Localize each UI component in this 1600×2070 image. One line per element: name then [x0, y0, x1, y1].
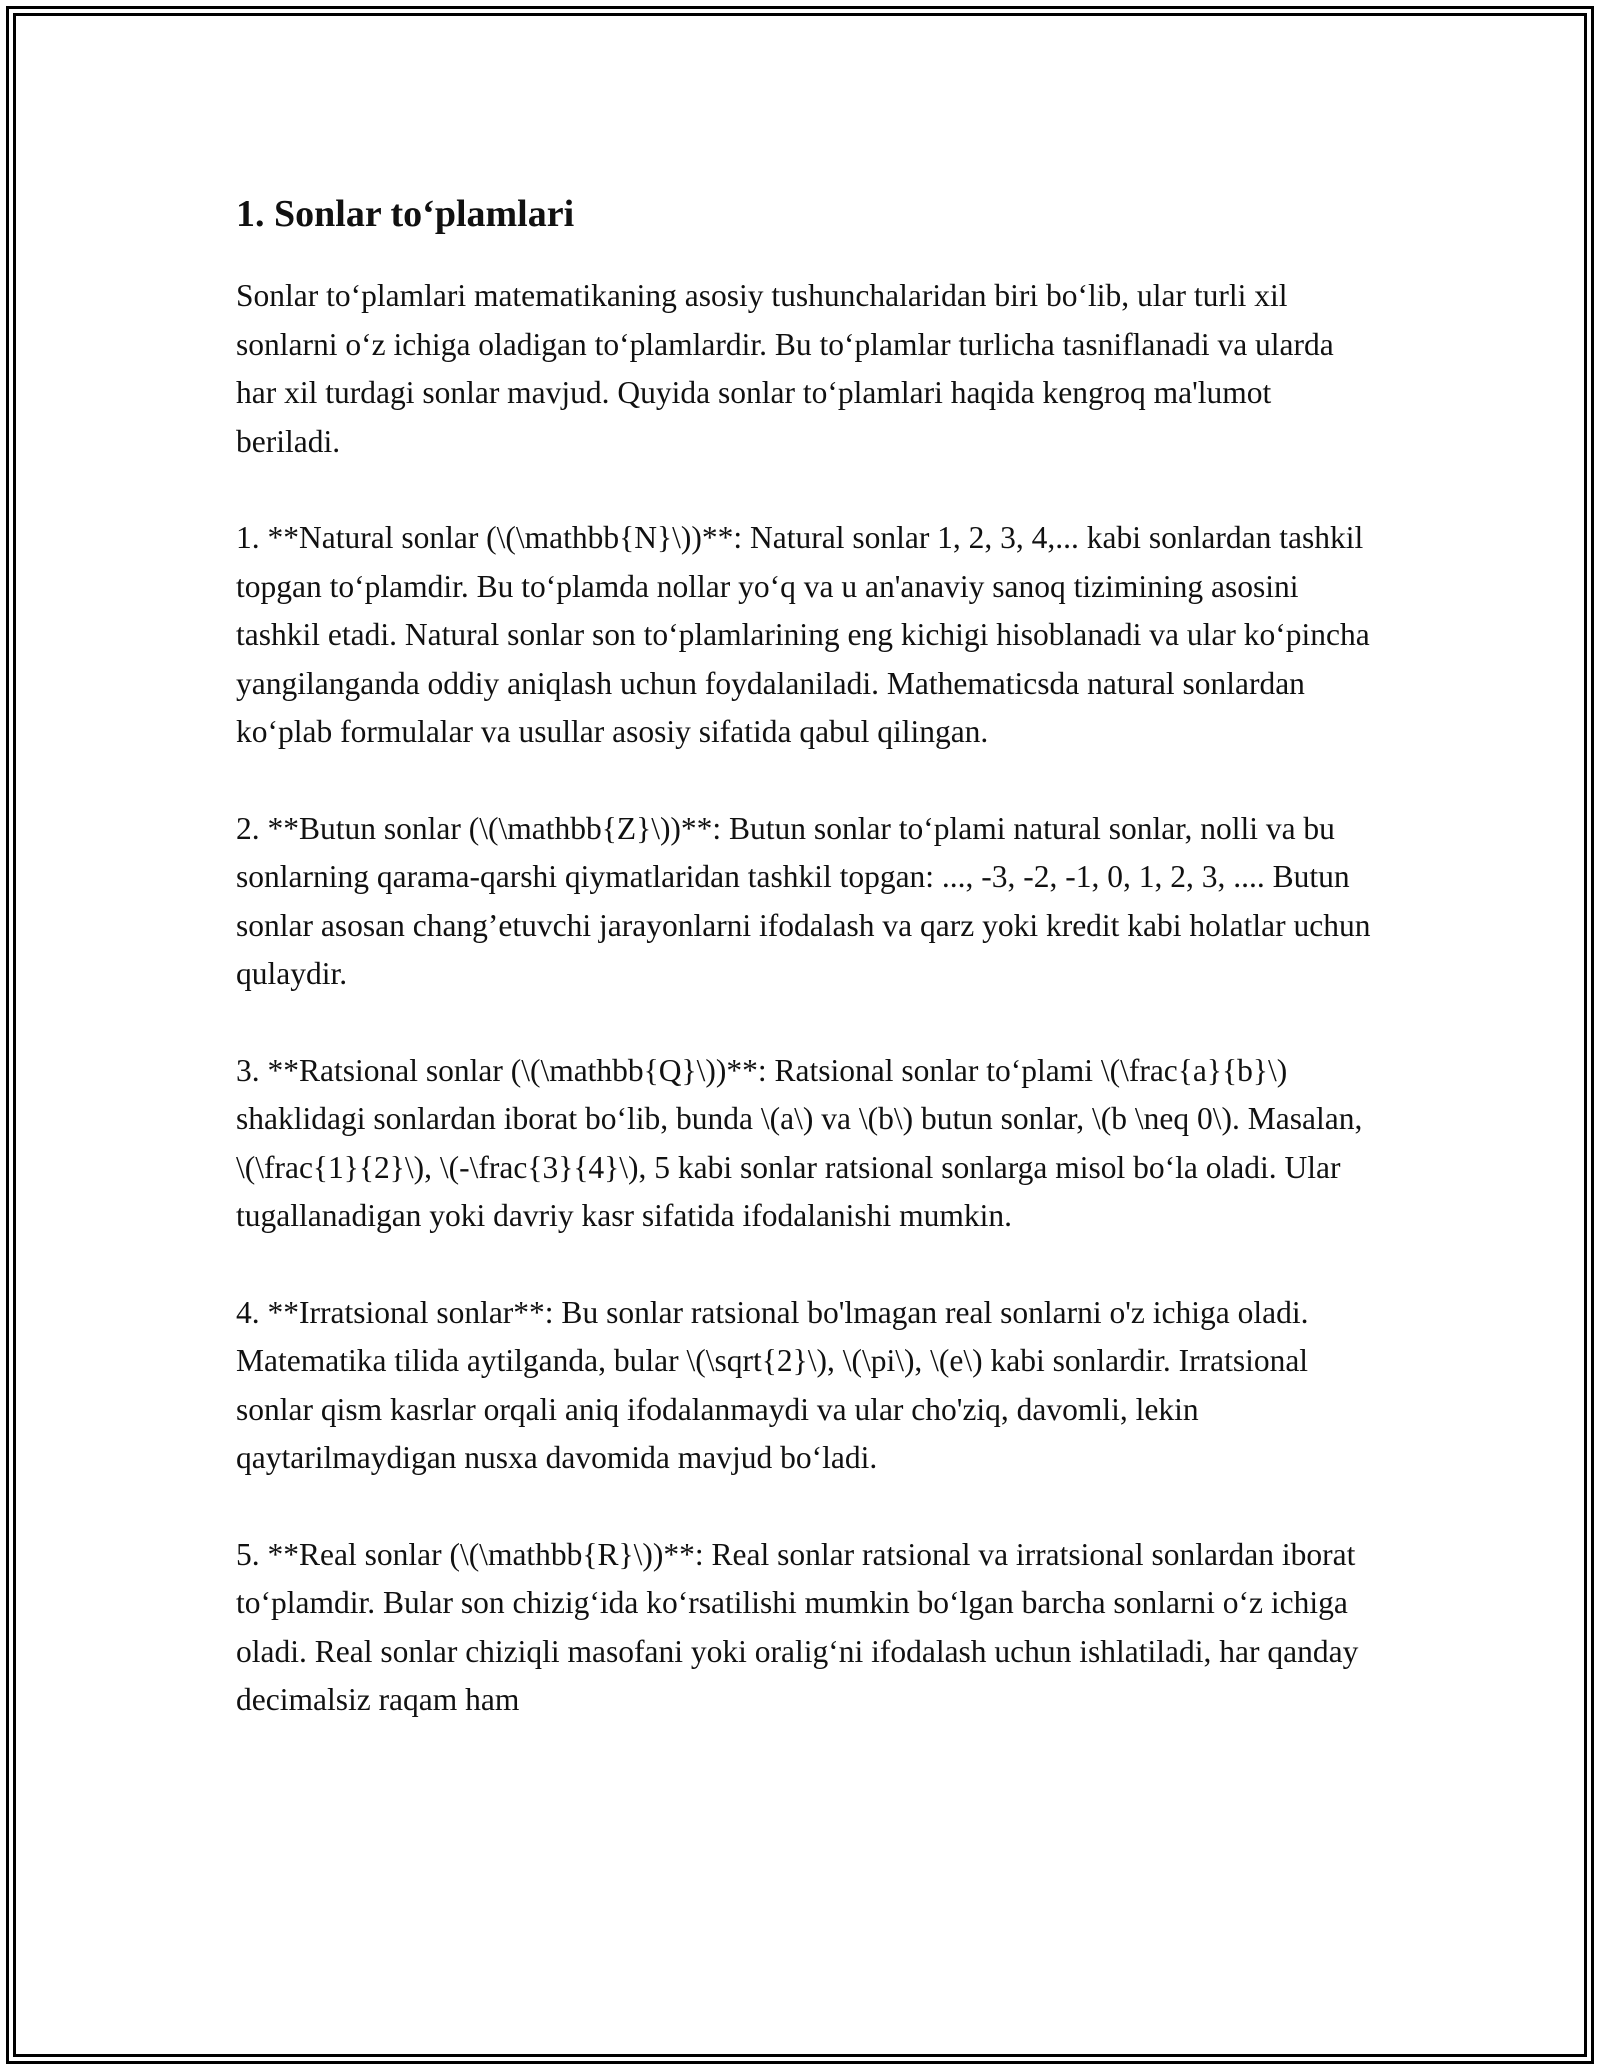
irrational-numbers-paragraph: 4. **Irratsional sonlar**: Bu sonlar ratsional bo'lmagan real sonlarni o'z ichiga oladi. Matematika tilida aytilganda, bular \(\sqrt{2}\), \(\pi\), \(e\) kabi sonlardir. Irratsional sonlar qism kasrlar orqali aniq ifodalanmaydi va ular cho'ziq, davomli, lekin qaytarilmaydigan nusxa davomida mavjud bo‘ladi. — [236, 1294, 1309, 1475]
section-title: 1. Sonlar to‘plamlari — [236, 193, 575, 235]
real-numbers-paragraph: 5. **Real sonlar (\(\mathbb{R}\))**: Real sonlar ratsional va irratsional sonlardan iborat to‘plamdir. Bular son chizig‘ida ko‘rsatilishi mumkin bo‘lgan barcha sonlarni o‘z ichiga oladi. Real sonlar chiziqli masofani yoki oralig‘ni ifodalash uchun ishlatiladi, har qanday decimalsiz raqam ham — [236, 1536, 1359, 1717]
rational-numbers-paragraph: 3. **Ratsional sonlar (\(\mathbb{Q}\))**: Ratsional sonlar to‘plami \(\frac{a}{b}\) shaklidagi sonlardan iborat bo‘lib, bunda \(a\) va \(b\) butun sonlar, \(b \neq 0\). Masalan, \(\frac{1}{2}\), \(-\frac{3}{4}\), 5 kabi sonlar ratsional sonlarga misol bo‘la oladi. Ular tugallanadigan yoki davriy kasr sifatida ifodalanishi mumkin. — [236, 1052, 1363, 1233]
natural-numbers-paragraph: 1. **Natural sonlar (\(\mathbb{N}\))**: Natural sonlar 1, 2, 3, 4,... kabi sonlardan tashkil topgan to‘plamdir. Bu to‘plamda nollar yo‘q va u an'anaviy sanoq tizimining asosini tashkil etadi. Natural sonlar son to‘plamlarining eng kichigi hisoblanadi va ular ko‘pincha yangilanganda oddiy aniqlash uchun foydalaniladi. Mathematicsda natural sonlardan ko‘plab formulalar va usullar asosiy sifatida qabul qilingan. — [236, 520, 1370, 749]
document-page — [236, 186, 1376, 1773]
intro-paragraph: Sonlar to‘plamlari matematikaning asosiy tushunchalaridan biri bo‘lib, ular turli xil sonlarni o‘z ichiga oladigan to‘plamlardir. Bu to‘plamlar turlicha tasniflanadi va ularda har xil turdagi sonlar mavjud. Quyida sonlar to‘plamlari haqida kengroq ma'lumot beriladi. — [236, 278, 1334, 459]
integers-paragraph: 2. **Butun sonlar (\(\mathbb{Z}\))**: Butun sonlar to‘plami natural sonlar, nolli va bu sonlarning qarama-qarshi qiymatlaridan tashkil topgan: ..., -3, -2, -1, 0, 1, 2, 3, .... Butun sonlar asosan chang’etuvchi jarayonlarni ifodalash va qarz yoki kredit kabi holatlar uchun qulaydir. — [236, 810, 1371, 991]
